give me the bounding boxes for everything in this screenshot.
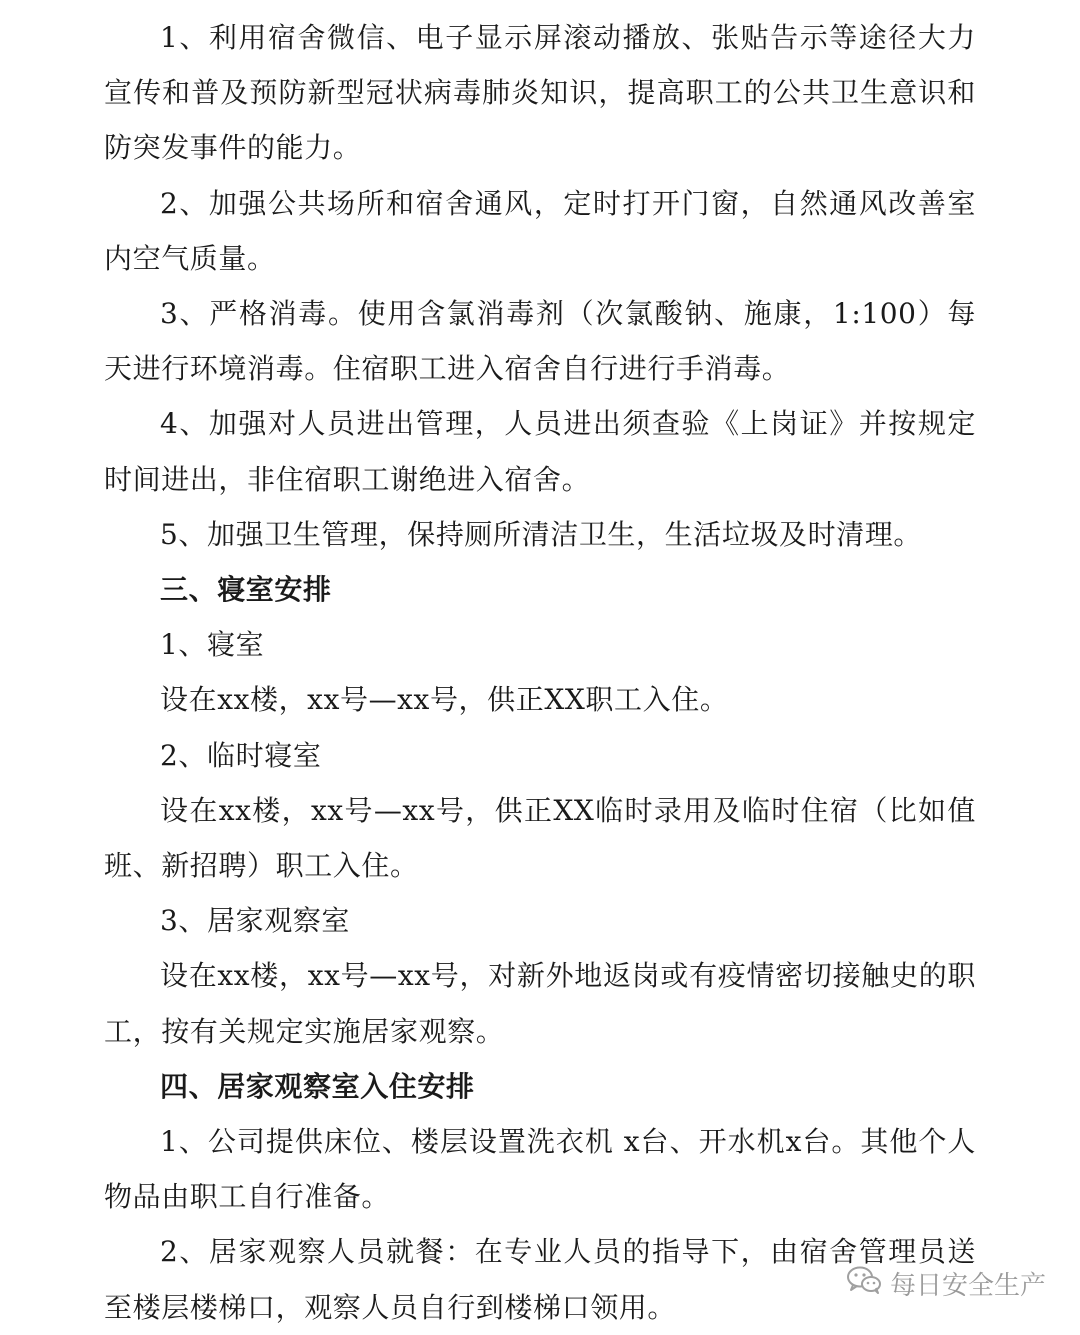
paragraph-meals: 2、居家观察人员就餐：在专业人员的指导下，由宿舍管理员送至楼层楼梯口，观察人员自行到楼梯口领用。 <box>104 1235 976 1324</box>
subheading-observation-room: 3、居家观察室 <box>160 904 351 938</box>
paragraph-3: 3、严格消毒。使用含氯消毒剂（次氯酸钠、施康，1:100）每天进行环境消毒。住宿职工进入宿舍自行进行手消毒。 <box>104 297 976 386</box>
wechat-icon <box>846 1265 882 1302</box>
paragraph-dormitory-location: 设在xx楼，xx号—xx号，供正XX职工入住。 <box>160 683 729 717</box>
subheading-temporary-dormitory: 2、临时寝室 <box>160 738 322 772</box>
paragraph-2: 2、加强公共场所和宿舍通风，定时打开门窗，自然通风改善室内空气质量。 <box>104 186 976 275</box>
paragraph-4: 4、加强对人员进出管理，人员进出须查验《上岗证》并按规定时间进出，非住宿职工谢绝进入宿舍。 <box>104 407 976 496</box>
section-heading-dormitory: 三、寝室安排 <box>160 573 332 607</box>
paragraph-facilities: 1、公司提供床位、楼层设置洗衣机 x台、开水机x台。其他个人物品由职工自行准备。 <box>104 1125 976 1214</box>
document-body <box>104 10 976 1335</box>
watermark <box>846 1265 1046 1302</box>
watermark-text: 每日安全生产 <box>889 1271 1046 1301</box>
paragraph-5: 5、加强卫生管理，保持厕所清洁卫生，生活垃圾及时清理。 <box>160 517 923 551</box>
subheading-dormitory: 1、寝室 <box>160 628 265 662</box>
paragraph-temporary-location: 设在xx楼，xx号—xx号，供正XX临时录用及临时住宿（比如值班、新招聘）职工入住。 <box>104 793 976 883</box>
paragraph-observation-location: 设在xx楼，xx号—xx号，对新外地返岗或有疫情密切接触史的职工，按有关规定实施居家观察。 <box>104 959 976 1048</box>
paragraph-1: 1、利用宿舍微信、电子显示屏滚动播放、张贴告示等途径大力宣传和普及预防新型冠状病毒肺炎知识，提高职工的公共卫生意识和防突发事件的能力。 <box>104 21 976 165</box>
section-heading-observation-arrangement: 四、居家观察室入住安排 <box>160 1069 475 1103</box>
